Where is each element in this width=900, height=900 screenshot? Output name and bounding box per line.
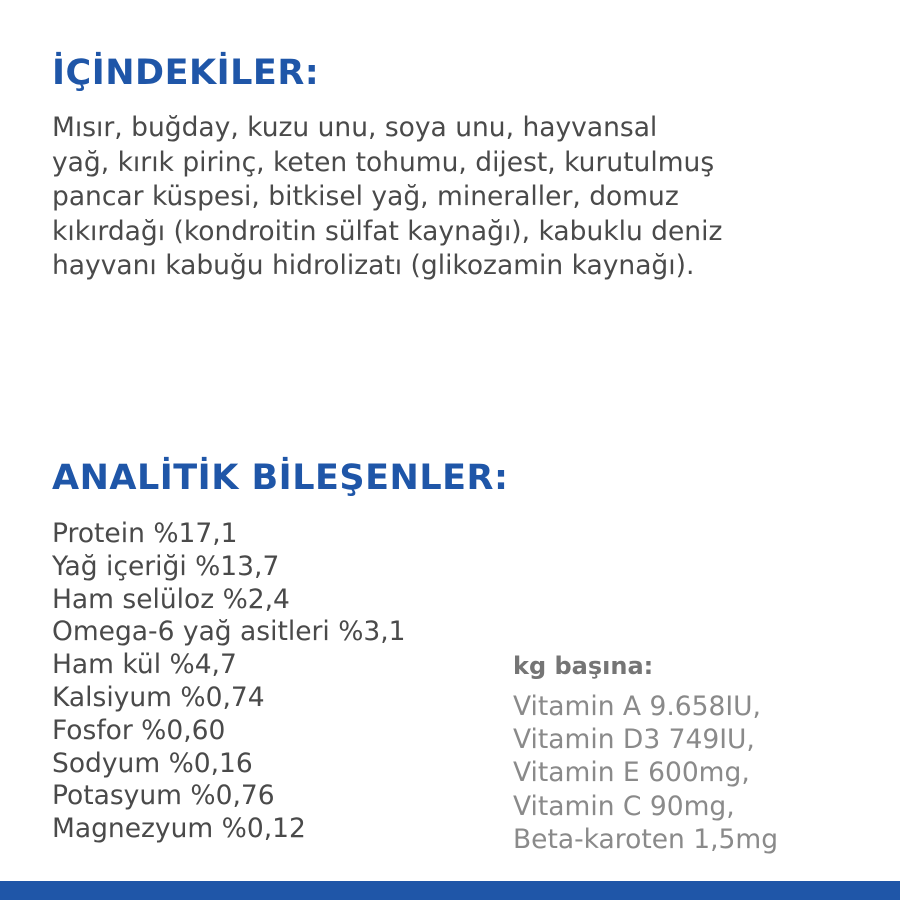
analytic-item-sodium: Sodyum %0,16 xyxy=(52,747,253,779)
ingredients-text xyxy=(52,111,852,284)
analytic-item-fiber: Ham selüloz %2,4 xyxy=(52,583,290,615)
vitamin-item-a: Vitamin A 9.658IU, xyxy=(513,691,761,722)
analytic-heading: ANALİTİK BİLEŞENLER: xyxy=(52,458,509,498)
vitamin-item-beta-carotene: Beta-karoten 1,5mg xyxy=(513,823,779,855)
analytic-item-potassium: Potasyum %0,76 xyxy=(52,780,275,812)
vitamin-list xyxy=(513,690,778,856)
vitamin-item-c: Vitamin C 90mg, xyxy=(513,790,735,822)
analytic-item-phosphorus: Fosfor %0,60 xyxy=(52,714,226,746)
analytic-item-fat: Yağ içeriği %13,7 xyxy=(52,550,280,582)
analytic-item-magnesium: Magnezyum %0,12 xyxy=(52,813,306,845)
analytic-list xyxy=(52,518,406,846)
analytic-item-omega6: Omega-6 yağ asitleri %3,1 xyxy=(52,616,406,648)
vitamin-item-d3: Vitamin D3 749IU, xyxy=(513,724,755,756)
ingredients-line: yağ, kırık pirinç, keten tohumu, dijest, kurutulmuş xyxy=(52,146,715,178)
analytic-item-calcium: Kalsiyum %0,74 xyxy=(52,681,265,713)
ingredients-line: kıkırdağı (kondroitin sülfat kaynağı), kabuklu deniz xyxy=(52,215,723,247)
ingredients-line: Mısır, buğday, kuzu unu, soya unu, hayvansal xyxy=(52,112,658,143)
ingredients-line: pancar küspesi, bitkisel yağ, mineraller, domuz xyxy=(52,181,679,212)
vitamin-item-e: Vitamin E 600mg, xyxy=(513,757,750,789)
ingredients-line: hayvanı kabuğu hidrolizatı (glikozamin kaynağı). xyxy=(52,250,695,281)
analytic-item-ash: Ham kül %4,7 xyxy=(52,649,237,681)
ingredients-heading: İÇİNDEKİLER: xyxy=(52,53,320,93)
per-kg-heading: kg başına: xyxy=(513,652,654,680)
bottom-accent-bar xyxy=(0,881,900,900)
analytic-item-protein: Protein %17,1 xyxy=(52,518,238,549)
